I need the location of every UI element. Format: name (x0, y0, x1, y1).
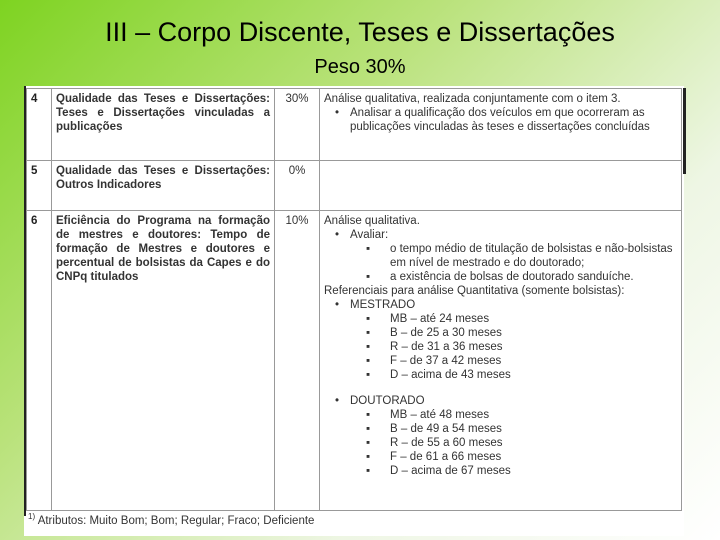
footnote-text: Atributos: Muito Bom; Bom; Regular; Fraco; Deficiente (37, 514, 315, 527)
square-bullet-icon: ▪ (366, 243, 371, 255)
list-item (324, 298, 677, 312)
criterion-observations (320, 161, 682, 211)
criteria-sheet (24, 86, 684, 536)
square-bullet-icon: ▪ (366, 355, 371, 367)
list-item (324, 106, 677, 134)
table-row (27, 89, 682, 161)
doutorado-item: F – de 61 a 66 meses (390, 451, 502, 463)
list-item (324, 408, 677, 422)
obs-intro: Análise qualitativa, realizada conjuntamente com o item 3. (324, 93, 621, 105)
criterion-number: 5 (27, 161, 52, 211)
mestrado-item: MB – até 24 meses (390, 313, 490, 325)
footnote (28, 512, 314, 527)
bullet-icon: • (334, 229, 340, 241)
list-item (324, 312, 677, 326)
slide-title: III – Corpo Discente, Teses e Dissertações (105, 17, 615, 47)
list-item (324, 368, 677, 382)
square-bullet-icon: ▪ (366, 451, 371, 463)
slide-subtitle: Peso 30% (314, 56, 406, 78)
square-bullet-icon: ▪ (366, 409, 371, 421)
table-row (27, 161, 682, 211)
list-item (324, 326, 677, 340)
avaliar-label: Avaliar: (350, 229, 389, 241)
bullet-icon: • (334, 395, 340, 407)
square-bullet-icon: ▪ (366, 369, 371, 381)
doutorado-item: D – acima de 67 meses (390, 465, 511, 477)
criterion-name: Qualidade das Teses e Dissertações: Teses e Dissertações vinculadas a publicações (52, 89, 275, 161)
bullet-icon: • (334, 299, 340, 311)
criterion-weight: 0% (275, 161, 320, 211)
obs-intro: Análise qualitativa. (324, 215, 420, 227)
table-row (27, 211, 682, 511)
mestrado-item: B – de 25 a 30 meses (390, 327, 502, 339)
doutorado-label: DOUTORADO (350, 395, 425, 407)
list-item (324, 340, 677, 354)
sheet-right-edge (683, 88, 686, 174)
criterion-observations (320, 89, 682, 161)
avaliar-item: o tempo médio de titulação de bolsistas e não-bolsistas em nível de mestrado e do doutorado; (390, 243, 673, 269)
ref-label: Referenciais para análise Quantitativa (somente bolsistas): (324, 285, 625, 297)
list-item (324, 242, 677, 270)
square-bullet-icon: ▪ (366, 437, 371, 449)
criterion-weight: 10% (275, 211, 320, 511)
list-item (324, 394, 677, 408)
square-bullet-icon: ▪ (366, 313, 371, 325)
square-bullet-icon: ▪ (366, 271, 371, 283)
criterion-observations (320, 211, 682, 511)
doutorado-item: R – de 55 a 60 meses (390, 437, 503, 449)
square-bullet-icon: ▪ (366, 327, 371, 339)
footnote-marker: 1) (28, 512, 36, 521)
doutorado-item: B – de 49 a 54 meses (390, 423, 502, 435)
list-item (324, 422, 677, 436)
criterion-name: Qualidade das Teses e Dissertações: Outros Indicadores (52, 161, 275, 211)
criterion-number: 4 (27, 89, 52, 161)
avaliar-item: a existência de bolsas de doutorado sanduíche. (390, 271, 634, 283)
mestrado-item: R – de 31 a 36 meses (390, 341, 503, 353)
criterion-weight: 30% (275, 89, 320, 161)
obs-bullet-text: Analisar a qualificação dos veículos em que ocorreram as publicações vinculadas às teses e dissertações concluídas (350, 107, 650, 133)
list-item (324, 354, 677, 368)
mestrado-item: D – acima de 43 meses (390, 369, 511, 381)
list-item (324, 270, 677, 284)
doutorado-item: MB – até 48 meses (390, 409, 490, 421)
square-bullet-icon: ▪ (366, 423, 371, 435)
criterion-number: 6 (27, 211, 52, 511)
bullet-icon: • (334, 107, 340, 119)
sheet-left-edge (24, 86, 26, 516)
list-item (324, 464, 677, 478)
criterion-name: Eficiência do Programa na formação de mestres e doutores: Tempo de formação de Mestres e doutores e percentual de bolsistas da Capes e do CNPq titulados (52, 211, 275, 511)
mestrado-label: MESTRADO (350, 299, 416, 311)
list-item (324, 228, 677, 242)
mestrado-item: F – de 37 a 42 meses (390, 355, 502, 367)
square-bullet-icon: ▪ (366, 341, 371, 353)
criteria-table (26, 88, 682, 511)
square-bullet-icon: ▪ (366, 465, 371, 477)
list-item (324, 436, 677, 450)
list-item (324, 450, 677, 464)
